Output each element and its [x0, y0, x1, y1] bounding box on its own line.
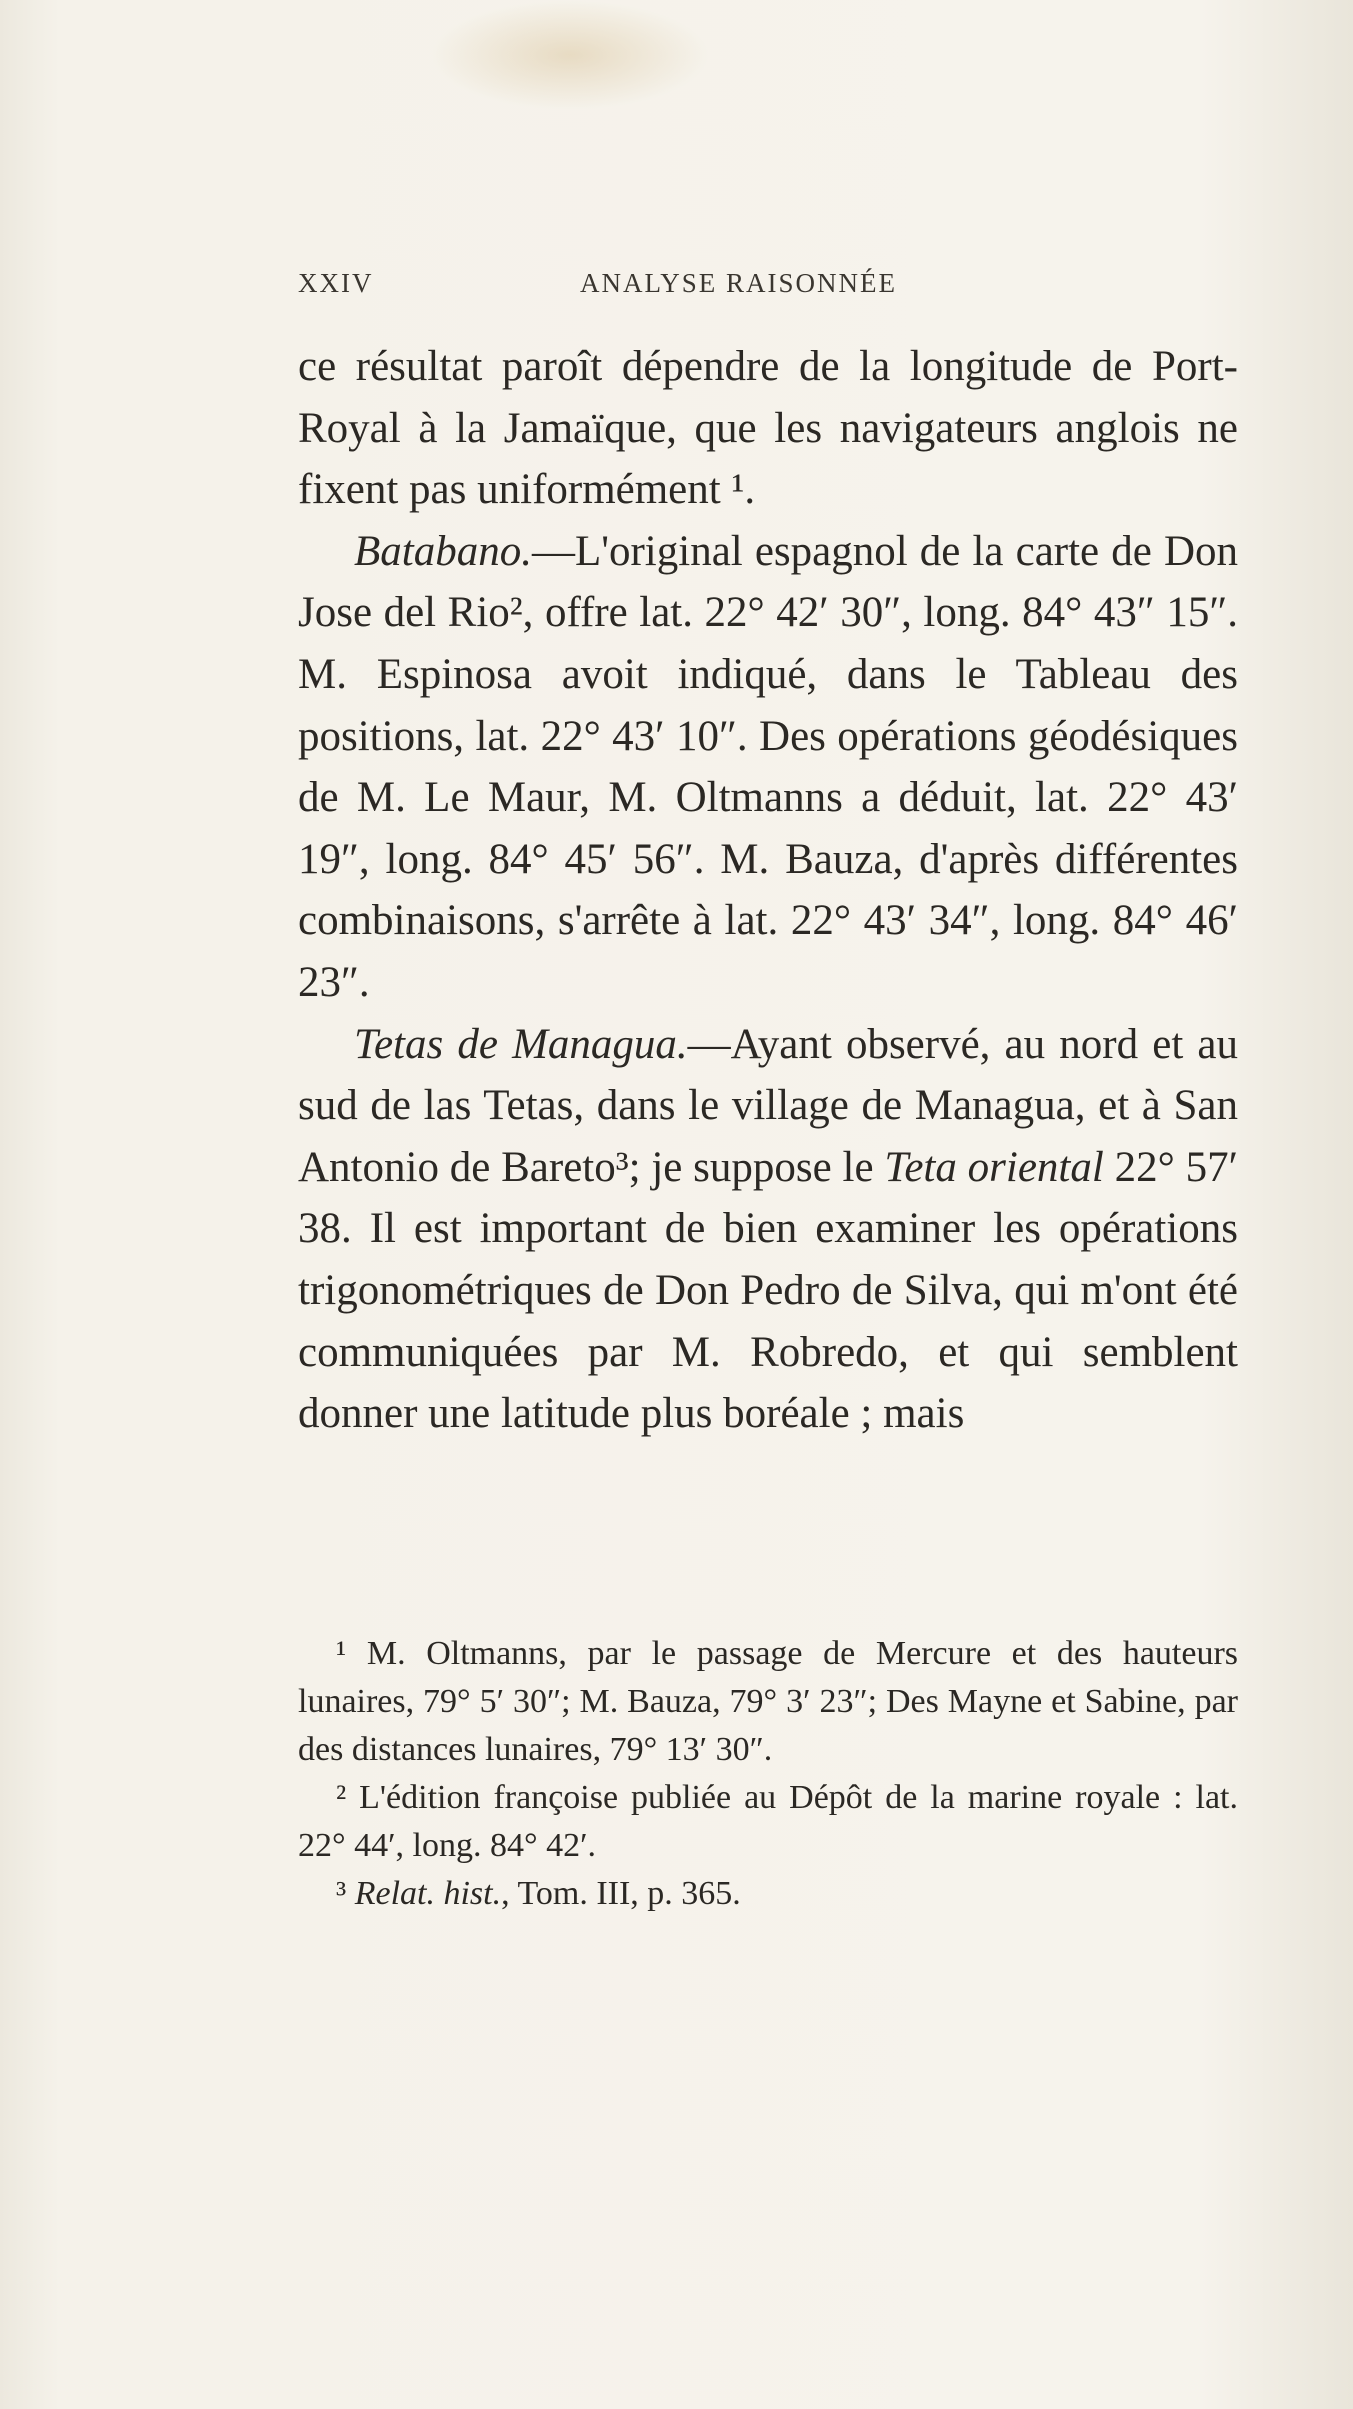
- footnote-2: ² L'édition françoise publiée au Dépôt de la marine royale : lat. 22° 44′, long. 84° 42′.: [298, 1779, 1238, 1864]
- teta-oriental: Teta oriental: [884, 1143, 1104, 1191]
- paper-stain: [430, 0, 710, 110]
- footnotes: [298, 1630, 1238, 1918]
- paragraph-tetas-de-managua: [298, 1014, 1238, 1445]
- running-title: ANALYSE RAISONNÉE: [580, 268, 898, 298]
- footnote-1: ¹ M. Oltmanns, par le passage de Mercure et des hauteurs lunaires, 79° 5′ 30″; M. Bauza, 79° 3′ 23″; Des Mayne et Sabine, par des distances lunaires, 79° 13′ 30″.: [298, 1635, 1238, 1768]
- tetas-heading: Tetas de Managua.: [354, 1020, 688, 1068]
- footnote-3: [298, 1870, 1238, 1918]
- footnote-3-source: Relat. hist.: [354, 1875, 502, 1912]
- tetas-text-end: 22° 57′ 38. Il est important de bien examiner les opérations trigonométriques de Don Pedro de Silva, qui m'ont été communiquées par M. Robredo, et qui semblent donner une latitude plus boréale ; mais: [298, 1143, 1238, 1438]
- paragraph-batabano: [298, 521, 1238, 1014]
- page-number: XXIV: [298, 268, 374, 298]
- footnote-3-reference: , Tom. III, p. 365.: [501, 1875, 741, 1912]
- batabano-heading: Batabano.: [354, 527, 532, 575]
- main-text: [298, 336, 1238, 1445]
- running-header: [298, 268, 958, 308]
- paragraph-continuation: ce résultat paroît dépendre de la longitude de Port-Royal à la Jamaïque, que les navigateurs anglois ne fixent pas uniformément ¹.: [298, 343, 1238, 514]
- footnote-3-mark: ³: [336, 1875, 355, 1912]
- tetas-text-start: —Ayant observé, au nord et au sud de las Tetas, dans le village de Managua, et à San Antonio de Bareto³; je suppose le: [298, 1020, 1238, 1191]
- batabano-text: —L'original espagnol de la carte de Don Jose del Rio², offre lat. 22° 42′ 30″, long. 84° 43″ 15″. M. Espinosa avoit indiqué, dans le Tableau des positions, lat. 22° 43′ 10″. Des opérations géodésiques de M. Le Maur, M. Oltmanns a déduit, lat. 22° 43′ 19″, long. 84° 45′ 56″. M. Bauza, d'après différentes combinaisons, s'arrête à lat. 22° 43′ 34″, long. 84° 46′ 23″.: [298, 527, 1238, 1006]
